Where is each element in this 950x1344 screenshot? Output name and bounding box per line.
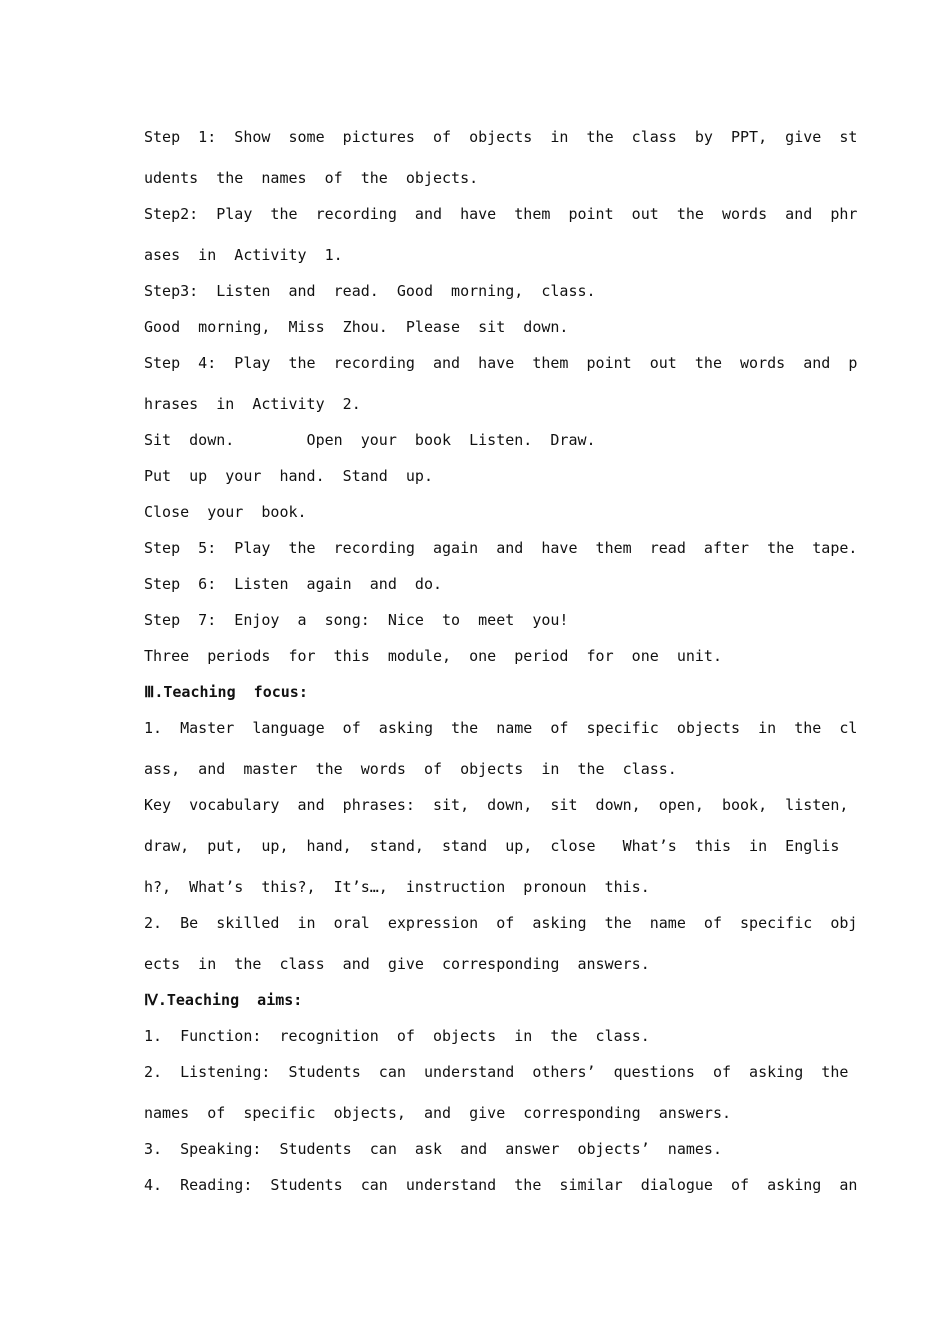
- text-line-step7: Step 7: Enjoy a song: Nice to meet you!: [144, 611, 569, 629]
- text-line-instructions-1: Sit down. Open your book Listen. Draw.: [144, 431, 596, 449]
- text-line-vocab-a: Key vocabulary and phrases: sit, down, sit down, open, book, listen,: [144, 796, 849, 814]
- section-heading-teaching-focus: Ⅲ.Teaching focus:: [144, 683, 308, 701]
- text-line-step4-b: hrases in Activity 2.: [144, 395, 361, 413]
- text-line-step5: Step 5: Play the recording again and have them read after the tape.: [144, 539, 858, 557]
- text-line-step3: Step3: Listen and read. Good morning, class.: [144, 282, 596, 300]
- section-heading-teaching-aims: Ⅳ.Teaching aims:: [144, 991, 303, 1009]
- text-line-step1-b: udents the names of the objects.: [144, 169, 479, 187]
- text-line-aim1: 1. Function: recognition of objects in the class.: [144, 1027, 650, 1045]
- text-line-instructions-3: Close your book.: [144, 503, 307, 521]
- text-line-periods: Three periods for this module, one period for one unit.: [144, 647, 722, 665]
- text-line-focus2-b: ects in the class and give corresponding answers.: [144, 955, 650, 973]
- text-line-instructions-2: Put up your hand. Stand up.: [144, 467, 433, 485]
- text-line-step6: Step 6: Listen again and do.: [144, 575, 443, 593]
- text-line-aim2-a: 2. Listening: Students can understand others’ questions of asking the: [144, 1063, 849, 1081]
- text-line-step4-a: Step 4: Play the recording and have them point out the words and p: [144, 354, 858, 372]
- text-line-focus1-b: ass, and master the words of objects in the class.: [144, 760, 677, 778]
- text-line-focus2-a: 2. Be skilled in oral expression of asking the name of specific obj: [144, 914, 858, 932]
- text-line-focus1-a: 1. Master language of asking the name of specific objects in the cl: [144, 719, 858, 737]
- text-line-aim3: 3. Speaking: Students can ask and answer objects’ names.: [144, 1140, 722, 1158]
- text-line-step2-a: Step2: Play the recording and have them point out the words and phr: [144, 205, 858, 223]
- text-line-step2-b: ases in Activity 1.: [144, 246, 343, 264]
- text-line-greeting: Good morning, Miss Zhou. Please sit down.: [144, 318, 569, 336]
- text-line-aim2-b: names of specific objects, and give corresponding answers.: [144, 1104, 731, 1122]
- text-line-vocab-b: draw, put, up, hand, stand, stand up, close What’s this in Englis: [144, 837, 840, 855]
- text-line-vocab-c: h?, What’s this?, It’s…, instruction pronoun this.: [144, 878, 650, 896]
- text-line-aim4: 4. Reading: Students can understand the similar dialogue of asking an: [144, 1176, 858, 1194]
- text-line-step1-a: Step 1: Show some pictures of objects in the class by PPT, give st: [144, 128, 858, 146]
